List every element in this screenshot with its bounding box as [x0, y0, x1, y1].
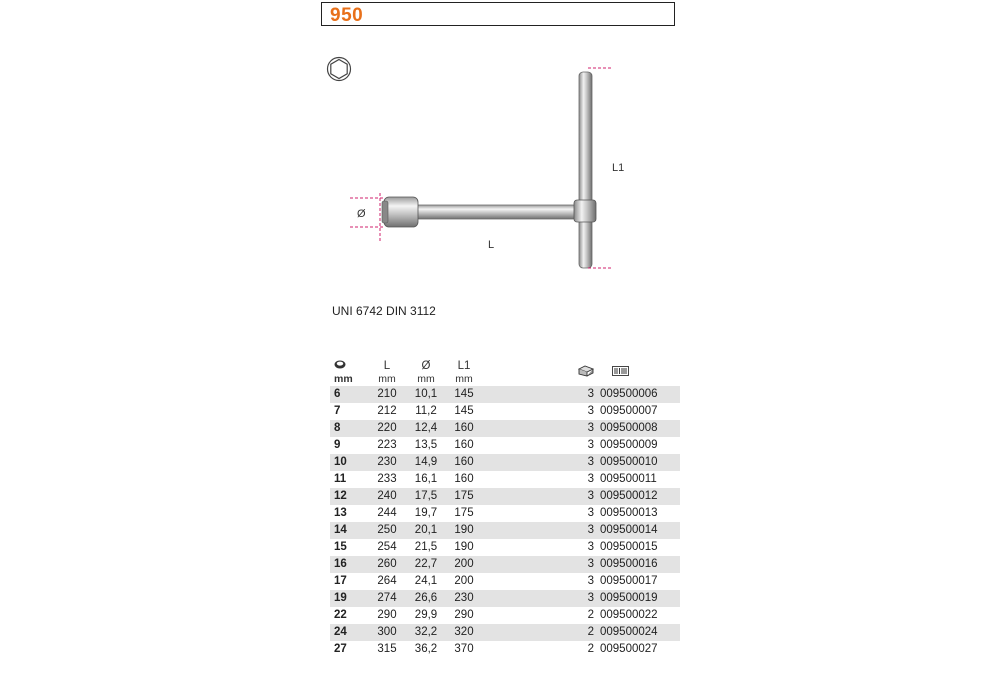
product-code-cell: 009500024	[600, 624, 680, 641]
pack-qty-cell: 3	[484, 386, 600, 403]
size-cell: 7	[330, 403, 366, 420]
diameter-cell: 24,1	[408, 573, 444, 590]
product-title-box	[321, 2, 675, 26]
length1-cell: 160	[444, 437, 484, 454]
pack-qty-cell: 3	[484, 539, 600, 556]
length1-cell: 175	[444, 505, 484, 522]
pack-column-header	[484, 360, 600, 386]
size-cell: 13	[330, 505, 366, 522]
length1-cell: 200	[444, 573, 484, 590]
product-code-cell: 009500027	[600, 641, 680, 658]
length1-cell: 290	[444, 607, 484, 624]
length-cell: 264	[366, 573, 408, 590]
standards-text: UNI 6742 DIN 3112	[332, 304, 436, 318]
product-number: 950	[330, 5, 364, 26]
length1-cell: 160	[444, 454, 484, 471]
length-cell: 212	[366, 403, 408, 420]
table-row	[330, 437, 680, 454]
diameter-unit: mm	[417, 373, 435, 385]
table-row	[330, 420, 680, 437]
product-code-cell: 009500014	[600, 522, 680, 539]
length1-header-label: L1	[457, 360, 471, 372]
product-code-cell: 009500017	[600, 573, 680, 590]
pack-qty-cell: 3	[484, 590, 600, 607]
product-code-cell: 009500012	[600, 488, 680, 505]
pack-qty-cell: 3	[484, 573, 600, 590]
length-dim-label: L	[488, 239, 495, 251]
pack-qty-cell: 3	[484, 420, 600, 437]
diameter-header-label: Ø	[421, 360, 431, 372]
diameter-cell: 10,1	[408, 386, 444, 403]
length-column-header	[366, 360, 408, 386]
table-row	[330, 488, 680, 505]
product-code-cell: 009500010	[600, 454, 680, 471]
diameter-dim-label: Ø	[357, 208, 366, 220]
length-cell: 223	[366, 437, 408, 454]
pack-qty-cell: 3	[484, 505, 600, 522]
pack-qty-cell: 3	[484, 403, 600, 420]
length1-cell: 145	[444, 403, 484, 420]
table-row	[330, 522, 680, 539]
table-row	[330, 641, 680, 658]
diameter-cell: 22,7	[408, 556, 444, 573]
length-cell: 274	[366, 590, 408, 607]
pack-qty-cell: 3	[484, 522, 600, 539]
diameter-cell: 32,2	[408, 624, 444, 641]
table-row	[330, 505, 680, 522]
diameter-cell: 19,7	[408, 505, 444, 522]
table-row	[330, 454, 680, 471]
length-cell: 315	[366, 641, 408, 658]
diameter-cell: 36,2	[408, 641, 444, 658]
length-cell: 260	[366, 556, 408, 573]
size-column-header	[330, 360, 366, 386]
barcode-icon	[612, 365, 630, 377]
size-cell: 12	[330, 488, 366, 505]
table-row	[330, 573, 680, 590]
length-cell: 240	[366, 488, 408, 505]
size-cell: 10	[330, 454, 366, 471]
size-cell: 17	[330, 573, 366, 590]
table-row	[330, 624, 680, 641]
product-code-cell: 009500015	[600, 539, 680, 556]
table-row	[330, 556, 680, 573]
product-code-cell: 009500006	[600, 386, 680, 403]
product-code-cell: 009500013	[600, 505, 680, 522]
length1-cell: 370	[444, 641, 484, 658]
length-cell: 290	[366, 607, 408, 624]
size-cell: 22	[330, 607, 366, 624]
size-cell: 14	[330, 522, 366, 539]
length1-cell: 320	[444, 624, 484, 641]
length1-cell: 160	[444, 471, 484, 488]
table-row	[330, 607, 680, 624]
size-cell: 11	[330, 471, 366, 488]
spec-table	[330, 360, 680, 658]
hexagon-icon	[326, 56, 352, 82]
length-cell: 254	[366, 539, 408, 556]
length-unit: mm	[378, 373, 396, 385]
pack-qty-cell: 3	[484, 488, 600, 505]
diameter-cell: 26,6	[408, 590, 444, 607]
pack-qty-cell: 3	[484, 471, 600, 488]
diameter-cell: 16,1	[408, 471, 444, 488]
diameter-cell: 11,2	[408, 403, 444, 420]
length-cell: 230	[366, 454, 408, 471]
length-header-label: L	[383, 360, 391, 372]
pack-qty-cell: 2	[484, 624, 600, 641]
size-cell: 6	[330, 386, 366, 403]
length1-cell: 230	[444, 590, 484, 607]
size-cell: 8	[330, 420, 366, 437]
diameter-cell: 17,5	[408, 488, 444, 505]
pack-qty-cell: 2	[484, 607, 600, 624]
table-header-row	[330, 360, 680, 386]
pack-qty-cell: 3	[484, 454, 600, 471]
length-cell: 250	[366, 522, 408, 539]
pack-qty-cell: 3	[484, 437, 600, 454]
length-cell: 210	[366, 386, 408, 403]
product-code-cell: 009500016	[600, 556, 680, 573]
length1-cell: 190	[444, 539, 484, 556]
pack-qty-cell: 3	[484, 556, 600, 573]
product-code-cell: 009500007	[600, 403, 680, 420]
size-unit: mm	[334, 373, 353, 385]
nut-size-icon	[334, 360, 346, 369]
pack-qty-cell: 2	[484, 641, 600, 658]
length1-unit: mm	[455, 373, 473, 385]
size-cell: 24	[330, 624, 366, 641]
size-cell: 15	[330, 539, 366, 556]
diameter-cell: 13,5	[408, 437, 444, 454]
length-cell: 220	[366, 420, 408, 437]
length-cell: 233	[366, 471, 408, 488]
diameter-cell: 12,4	[408, 420, 444, 437]
product-code-cell: 009500009	[600, 437, 680, 454]
length1-cell: 200	[444, 556, 484, 573]
diameter-cell: 14,9	[408, 454, 444, 471]
size-cell: 19	[330, 590, 366, 607]
t-handle-wrench-drawing	[350, 60, 640, 280]
length1-cell: 145	[444, 386, 484, 403]
code-column-header	[600, 360, 680, 386]
product-code-cell: 009500008	[600, 420, 680, 437]
length1-cell: 190	[444, 522, 484, 539]
length-cell: 300	[366, 624, 408, 641]
box-pack-icon	[578, 365, 594, 377]
size-cell: 16	[330, 556, 366, 573]
product-code-cell: 009500022	[600, 607, 680, 624]
table-row	[330, 403, 680, 420]
diameter-cell: 20,1	[408, 522, 444, 539]
diameter-cell: 21,5	[408, 539, 444, 556]
size-cell: 9	[330, 437, 366, 454]
product-code-cell: 009500019	[600, 590, 680, 607]
length1-column-header	[444, 360, 484, 386]
length1-dim-label: L1	[612, 162, 625, 174]
table-row	[330, 539, 680, 556]
diameter-column-header	[408, 360, 444, 386]
length-cell: 244	[366, 505, 408, 522]
diameter-cell: 29,9	[408, 607, 444, 624]
size-cell: 27	[330, 641, 366, 658]
table-row	[330, 386, 680, 403]
product-code-cell: 009500011	[600, 471, 680, 488]
table-row	[330, 590, 680, 607]
table-row	[330, 471, 680, 488]
length1-cell: 160	[444, 420, 484, 437]
length1-cell: 175	[444, 488, 484, 505]
